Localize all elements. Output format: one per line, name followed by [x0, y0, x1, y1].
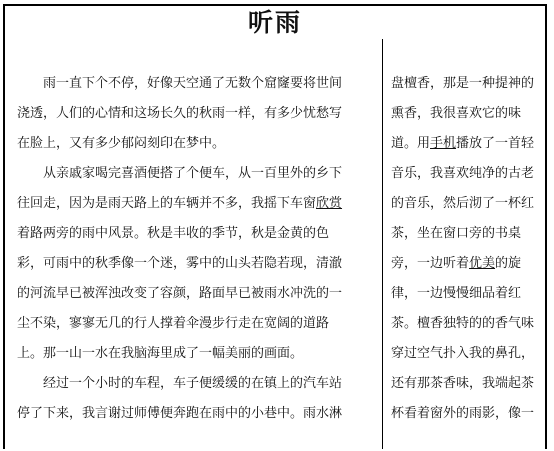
text-segment: 往回走，因为是雨天路上的车辆并不多，我摇下车窗	[17, 196, 317, 211]
text-line: 茶。檀香独特的的香气味	[391, 316, 535, 331]
text-line: 还有那茶香味，我端起茶	[391, 376, 535, 391]
column-divider	[382, 39, 383, 449]
underlined-word: 优美	[469, 256, 496, 271]
text-line: 经过一个小时的车程，车子便缓缓的在镇上的汽车站	[43, 376, 343, 391]
text-line: 杯看着窗外的雨影，像一	[391, 406, 535, 421]
article-title: 听雨	[247, 8, 302, 37]
paragraph-2	[17, 159, 373, 369]
text-line: 盘檀香，那是一种提神的	[391, 76, 535, 91]
text-line: 的音乐，然后沏了一杯红	[391, 196, 535, 211]
text-line: 上。那一山一水在我脑海里成了一幅美丽的画面。	[17, 346, 304, 361]
left-column	[17, 69, 373, 429]
text-line: 雨一直下个不停，好像天空通了无数个窟窿要将世间	[43, 76, 343, 91]
text-line: 尘不染，寥寥无几的行人撑着伞漫步行走在宽阔的道路	[17, 316, 330, 331]
text-line: 在脸上，又有多少郁闷刻印在梦中。	[17, 136, 226, 151]
paragraph-3	[17, 369, 373, 429]
text-line: 茶，坐在窗口旁的书桌	[391, 226, 522, 241]
paragraph-1	[17, 69, 373, 159]
text-line: 着路两旁的雨中风景。秋是丰收的季节，秋是金黄的色	[17, 226, 330, 241]
text-segment: 的旋	[495, 256, 522, 271]
text-segment: 道。用	[391, 136, 431, 151]
text-line: 停了下来，我言谢过师傅便奔跑在雨中的小巷中。雨水淋	[17, 406, 343, 421]
underlined-word: 欣赏	[316, 196, 343, 211]
text-line: 穿过空气扑入我的鼻孔，	[391, 346, 535, 361]
text-line: 从亲戚家喝完喜酒便搭了个便车，从一百里外的乡下	[43, 166, 343, 181]
underlined-word: 手机	[430, 136, 457, 151]
text-line: 音乐，我喜欢纯净的古老	[391, 166, 535, 181]
text-line	[391, 129, 547, 159]
right-column	[391, 69, 547, 429]
text-segment: 旁，一边听着	[391, 256, 470, 271]
text-line	[391, 249, 547, 279]
text-line	[17, 189, 373, 219]
document-page	[3, 4, 547, 449]
text-segment: 播放了一首轻	[456, 136, 535, 151]
text-line: 熏香，我很喜欢它的味	[391, 106, 522, 121]
text-line: 律，一边慢慢细品着红	[391, 286, 522, 301]
text-line: 浇透，人们的心情和这场长久的秋雨一样，有多少忧愁写	[17, 106, 343, 121]
text-line: 彩，可雨中的秋季像一个迷，雾中的山头若隐若现，清澈	[17, 256, 343, 271]
text-line: 的河流早已被浑浊改变了容颜，路面早已被雨水冲洗的一	[17, 286, 343, 301]
